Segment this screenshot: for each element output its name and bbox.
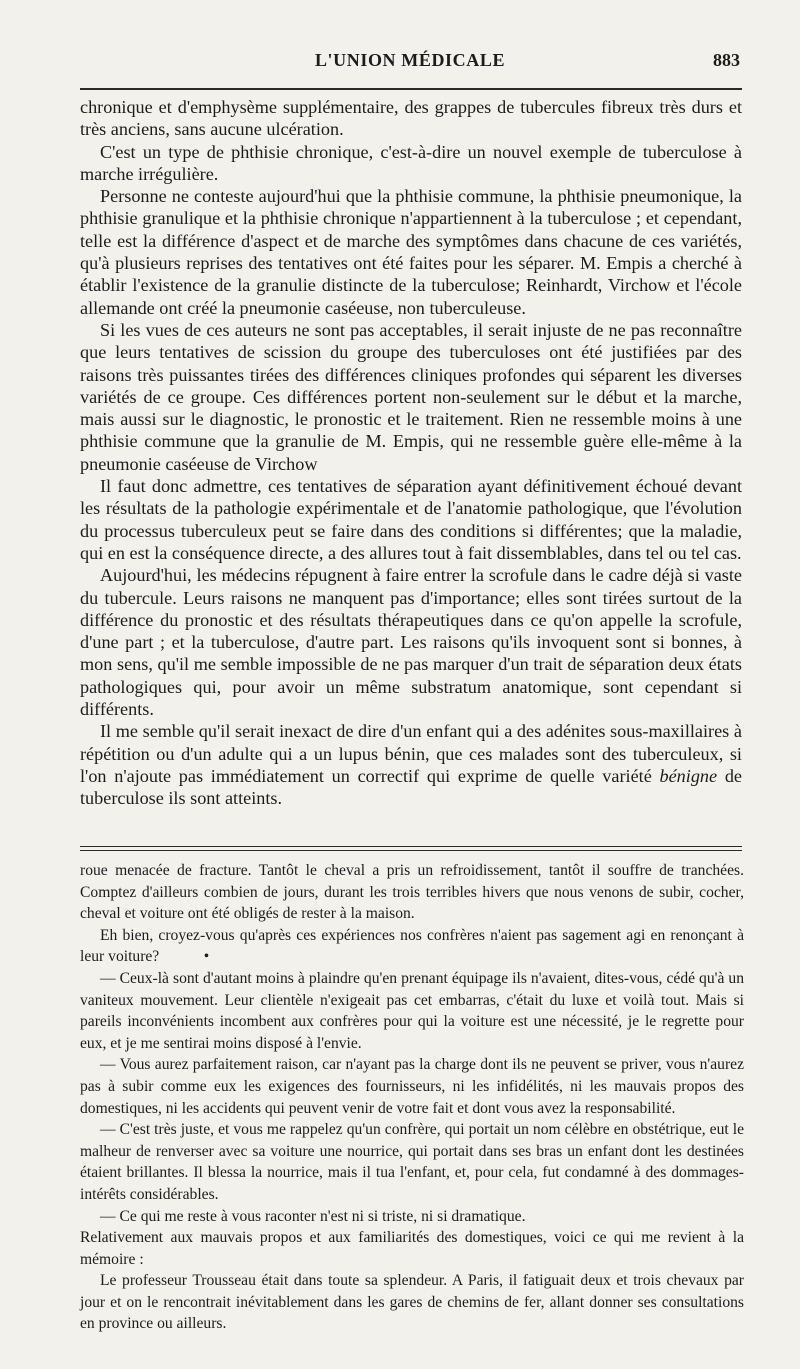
- main-paragraph: Aujourd'hui, les médecins répugnent à faire entrer la scrofule dans le cadre déjà si vaste du tubercule. Leurs raisons ne manquent pas d'importance; elles sont tirées surtout de la différence du pronostic et des résultats thérapeutiques dans ce qu'on appelle la scrofule, d'une part ; et la tuberculose, d'autre part. Les raisons qu'ils invoquent sont si bonnes, à mon sens, qu'il me semble impossible de ne pas marquer d'un trait de séparation deux états pathologiques qui, pour avoir un même substratum anatomique, sont cependant si différents.: [80, 565, 742, 720]
- main-paragraph: Personne ne conteste aujourd'hui que la phthisie commune, la phthisie pneumonique, la phthisie granulique et la phthisie chronique n'appartiennent à la tuberculose ; et cependant, telle est la différence d'aspect et de marche des symptômes dans chacune de ces variétés, qu'à plusieurs reprises des tentatives ont été faites pour les séparer. M. Empis a cherché à établir l'existence de la granulie distincte de la tuberculose; Reinhardt, Virchow et l'école allemande ont créé la pneumonie caséeuse, non tuberculeuse.: [80, 186, 742, 318]
- feuilleton-paragraph: [80, 925, 744, 968]
- main-paragraph: Il faut donc admettre, ces tentatives de séparation ayant définitivement échoué devant les résultats de la pathologie expérimentale et de l'anatomie pathologique, que l'évolution du processus tuberculeux peut se faire dans des conditions si différentes; que la maladie, qui en est la conséquence directe, a des allures tout à fait dissemblables, dans tel ou tel cas.: [80, 476, 742, 563]
- running-header: [80, 50, 740, 72]
- main-text: [80, 96, 742, 810]
- feuilleton-paragraph: — Ce qui me reste à vous raconter n'est ni si triste, ni si dramatique.: [100, 1207, 526, 1225]
- header-rule: [80, 88, 742, 90]
- emphasis-text: bénigne: [659, 765, 718, 786]
- main-paragraph: Si les vues de ces auteurs ne sont pas acceptables, il serait injuste de ne pas reconnaître que leurs tentatives de scission du groupe des tuberculoses ont été justifiées par des raisons très puissantes tirées des différences cliniques profondes qui séparent les diverses variétés de ce groupe. Ces différences portent non-seulement sur le début et la marche, mais aussi sur le diagnostic, le pronostic et le traitement. Rien ne ressemble moins à une phthisie commune que la granulie de M. Empis, qui ne ressemble guère elle-même à la pneumonie caséeuse de Virchow: [80, 319, 742, 474]
- feuilleton-paragraph: Relativement aux mauvais propos et aux familiarités des domestiques, voici ce qui me revient à la mémoire :: [80, 1229, 744, 1268]
- main-paragraph: C'est un type de phthisie chronique, c'est-à-dire un nouvel exemple de tuberculose à marche irrégulière.: [80, 141, 742, 184]
- stray-mark: •: [203, 948, 210, 966]
- feuilleton-paragraph: — Ceux-là sont d'autant moins à plaindre qu'en prenant équipage ils n'avaient, dites-vous, cédé qu'à un vaniteux mouvement. Leur clientèle n'exigeait pas cet embarras, c'était du luxe et voilà tout. Mais si pareils inconvénients incombent aux confrères pour qui la voiture est une nécessité, je le regrette pour eux, et je me sentirai moins disposé à l'envie.: [80, 969, 744, 1052]
- paragraph-text: Il me semble qu'il serait inexact de dire d'un enfant qui a des adénites sous-maxillaires à répétition ou d'un adulte qui a un lupus bénin, que ces malades sont des tuberculeux, si l'on n'ajoute pas immédiatement un correctif qui exprime de quelle variété: [80, 721, 742, 786]
- feuilleton-paragraph: — C'est très juste, et vous me rappelez qu'un confrère, qui portait un nom célèbre en obstétrique, eut le malheur de renverser avec sa voiture une nourrice, qui portait dans ses bras un enfant dont les destinées étaient brillantes. Il blessa la nourrice, mais il tua l'enfant, et, pour cela, fut condamné à des dommages-intérêts considérables.: [80, 1121, 744, 1203]
- paragraph-text: Eh bien, croyez-vous qu'après ces expériences nos confrères n'aient pas sagement agi en renonçant à leur voiture?: [80, 926, 744, 966]
- main-paragraph: [80, 720, 742, 809]
- feuilleton-text: [80, 860, 744, 1335]
- page-number: 883: [713, 50, 740, 70]
- paragraph-text: de tuberculose ils sont atteints.: [80, 765, 742, 809]
- journal-title: L'UNION MÉDICALE: [314, 50, 506, 70]
- feuilleton-paragraph: roue menacée de fracture. Tantôt le cheval a pris un refroidissement, tantôt il souffre de tranchées. Comptez d'ailleurs combien de jours, durant les trois terribles hivers que nous venons de subir, cocher, cheval et voiture ont été obligés de rester à la maison.: [80, 862, 744, 923]
- main-paragraph: chronique et d'emphysème supplémentaire, des grappes de tubercules fibreux très durs et très anciens, sans aucune ulcération.: [80, 97, 742, 140]
- section-divider: [80, 846, 742, 851]
- feuilleton-paragraph: — Vous aurez parfaitement raison, car n'ayant pas la charge dont ils ne peuvent se priver, vous n'aurez pas à subir comme eux les exigences des fournisseurs, ni les infidélités, ni les mauvais propos des domestiques, ni les accidents qui peuvent venir de votre fait et dont vous avez la responsabilité.: [80, 1056, 744, 1117]
- feuilleton-paragraph: Le professeur Trousseau était dans toute sa splendeur. A Paris, il fatiguait deux et trois chevaux par jour et on le rencontrait inévitablement dans les gares de chemins de fer, allant donner ses consultations en province ou ailleurs.: [80, 1272, 744, 1333]
